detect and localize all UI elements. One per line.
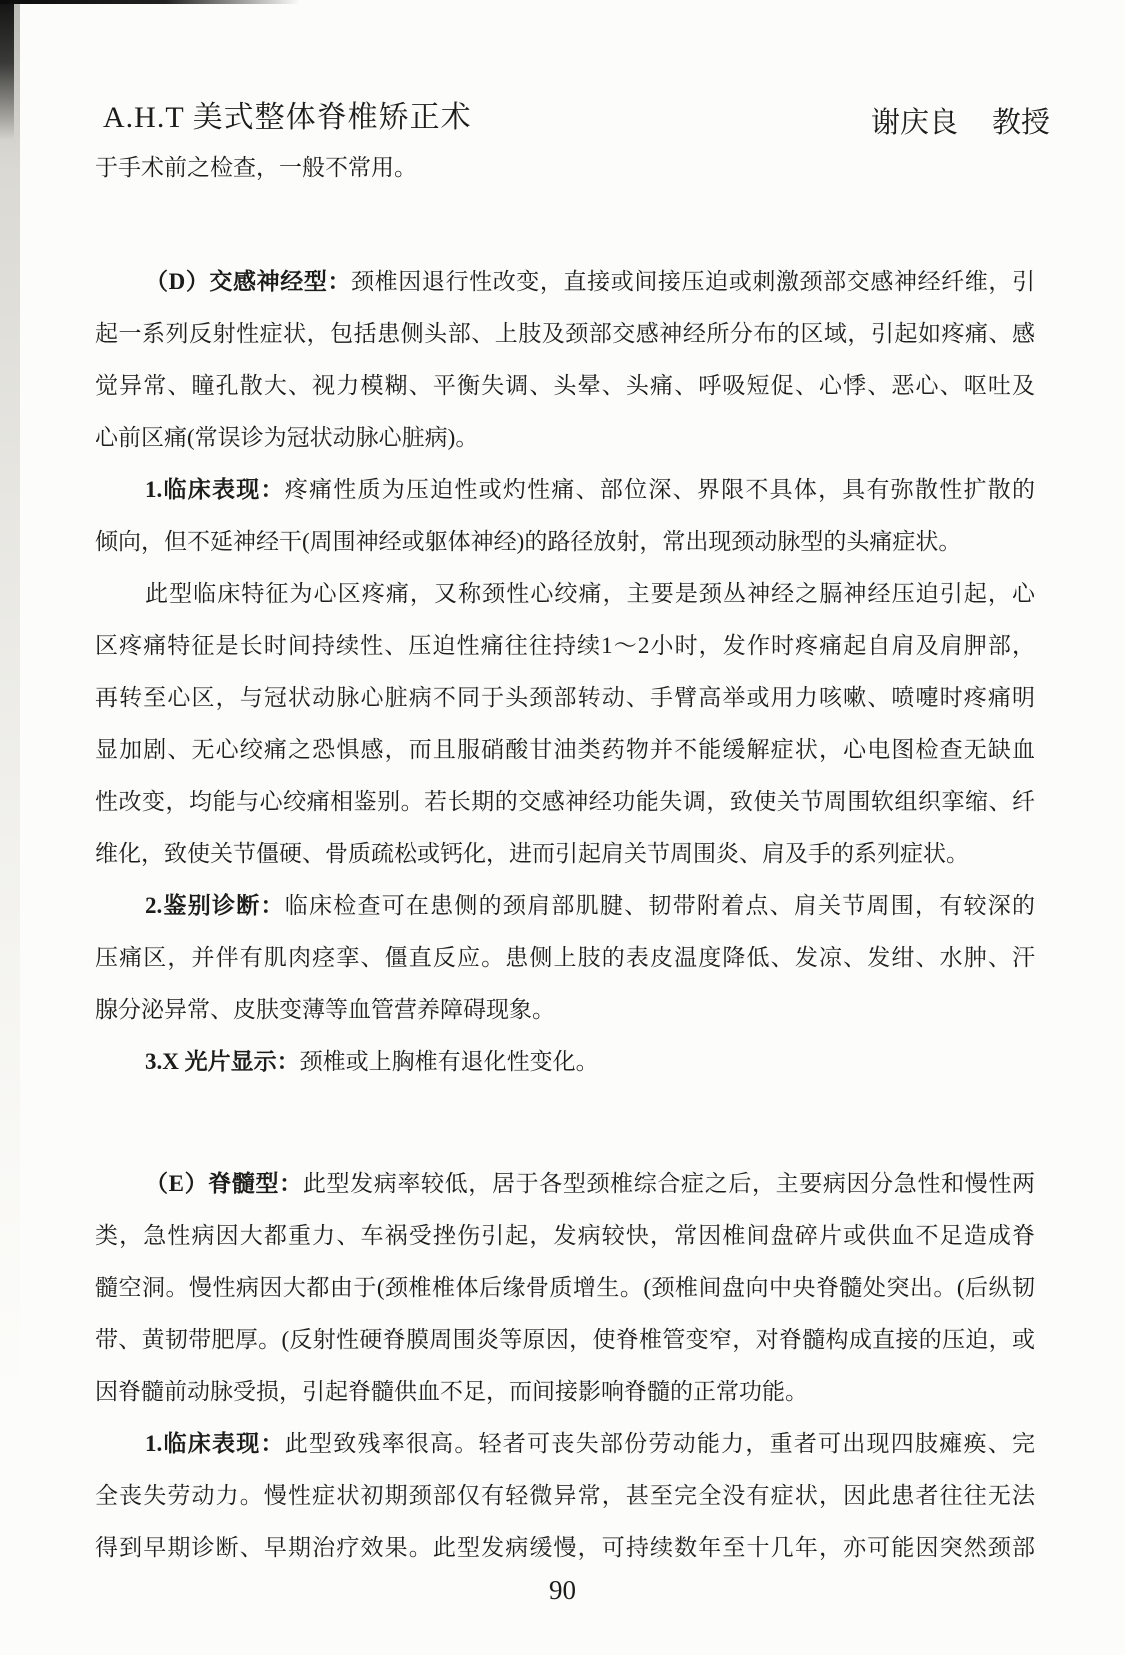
text-line bbox=[95, 984, 1035, 1036]
text-line bbox=[95, 1210, 1035, 1262]
line-text: 压痛区，并伴有肌肉痉挛、僵直反应。患侧上肢的表皮温度降低、发凉、发绀、水肿、汗 bbox=[95, 945, 1035, 970]
line-text: 于手术前之检查，一般不常用。 bbox=[95, 155, 417, 180]
line-text: 颈椎因退行性改变，直接或间接压迫或刺激颈部交感神经纤维，引 bbox=[351, 269, 1035, 294]
text-line bbox=[95, 360, 1035, 412]
line-text: 疼痛性质为压迫性或灼性痛、部位深、界限不具体，具有弥散性扩散的 bbox=[284, 477, 1036, 502]
scan-edge-top-shadow bbox=[0, 0, 300, 4]
text-line bbox=[95, 828, 1035, 880]
line-text: 临床检查可在患侧的颈肩部肌腱、韧带附着点、肩关节周围，有较深的 bbox=[284, 893, 1036, 918]
text-line bbox=[95, 1418, 1035, 1470]
text-line bbox=[95, 1158, 1035, 1210]
document-title: A.H.T 美式整体脊椎矫正术 bbox=[103, 101, 472, 134]
line-text: 显加剧、无心绞痛之恐惧感，而且服硝酸甘油类药物并不能缓解症状，心电图检查无缺血 bbox=[95, 737, 1035, 762]
text-line bbox=[95, 776, 1035, 828]
text-line bbox=[95, 568, 1035, 620]
text-line bbox=[95, 464, 1035, 516]
line-text: 腺分泌异常、皮肤变薄等血管营养障碍现象。 bbox=[95, 997, 555, 1022]
text-line bbox=[95, 1262, 1035, 1314]
text-line bbox=[95, 1036, 1035, 1088]
line-text: 倾向，但不延神经干(周围神经或躯体神经)的路径放射，常出现颈动脉型的头痛症状。 bbox=[95, 529, 962, 554]
text-line bbox=[95, 672, 1035, 724]
text-line bbox=[95, 1314, 1035, 1366]
page-number: 90 bbox=[549, 1575, 576, 1605]
line-lead-label: 3.X 光片显示： bbox=[145, 1049, 300, 1074]
text-line bbox=[95, 724, 1035, 776]
line-text: 此型致残率很高。轻者可丧失部份劳动能力，重者可出现四肢瘫痪、完 bbox=[284, 1431, 1036, 1456]
line-text: 维化，致使关节僵硬、骨质疏松或钙化，进而引起肩关节周围炎、肩及手的系列症状。 bbox=[95, 841, 969, 866]
line-text: 髓空洞。慢性病因大都由于(颈椎椎体后缘骨质增生。(颈椎间盘向中央脊髓处突出。(后纵韧 bbox=[95, 1275, 1035, 1300]
line-text: 区疼痛特征是长时间持续性、压迫性痛往往持续1～2小时，发作时疼痛起自肩及肩胛部， bbox=[95, 633, 1035, 658]
line-text: 得到早期诊断、早期治疗效果。此型发病缓慢，可持续数年至十几年，亦可能因突然颈部 bbox=[95, 1535, 1035, 1560]
text-line bbox=[95, 880, 1035, 932]
text-line bbox=[95, 308, 1035, 360]
scan-corner-shadow bbox=[0, 0, 14, 140]
line-text: 因脊髓前动脉受损，引起脊髓供血不足，而间接影响脊髓的正常功能。 bbox=[95, 1379, 808, 1404]
line-text: 心前区痛(常误诊为冠状动脉心脏病)。 bbox=[95, 425, 479, 450]
text-line bbox=[95, 1522, 1035, 1574]
scan-edge-left-shadow bbox=[0, 0, 20, 1420]
text-line bbox=[95, 932, 1035, 984]
author-name: 谢庆良 bbox=[870, 107, 958, 139]
author-line bbox=[871, 100, 1050, 141]
text-line bbox=[95, 1366, 1035, 1418]
line-text: 此型临床特征为心区疼痛，又称颈性心绞痛，主要是颈丛神经之膈神经压迫引起，心 bbox=[145, 581, 1035, 606]
text-line bbox=[95, 256, 1035, 308]
line-text: 带、黄韧带肥厚。(反射性硬脊膜周围炎等原因，使脊椎管变窄，对脊髓构成直接的压迫，或 bbox=[95, 1327, 1035, 1352]
line-text: 类，急性病因大都重力、车祸受挫伤引起，发病较快，常因椎间盘碎片或供血不足造成脊 bbox=[95, 1223, 1035, 1248]
line-text: 全丧失劳动力。慢性症状初期颈部仅有轻微异常，甚至完全没有症状，因此患者往往无法 bbox=[95, 1483, 1035, 1508]
document-body bbox=[95, 142, 1035, 1574]
text-line bbox=[95, 412, 1035, 464]
text-line bbox=[95, 516, 1035, 568]
line-lead-label: （E）脊髓型： bbox=[145, 1171, 303, 1196]
author-title: 教授 bbox=[991, 107, 1050, 139]
line-lead-label: 2.鉴别诊断： bbox=[145, 893, 285, 918]
line-text: 再转至心区，与冠状动脉心脏病不同于头颈部转动、手臂高举或用力咳嗽、喷嚏时疼痛明 bbox=[95, 685, 1035, 710]
line-text: 颈椎或上胸椎有退化性变化。 bbox=[299, 1049, 599, 1074]
text-line bbox=[95, 620, 1035, 672]
line-lead-label: （D）交感神经型： bbox=[145, 269, 352, 294]
line-lead-label: 1.临床表现： bbox=[145, 1431, 285, 1456]
line-text: 觉异常、瞳孔散大、视力模糊、平衡失调、头晕、头痛、呼吸短促、心悸、恶心、呕吐及 bbox=[95, 373, 1035, 398]
line-text: 性改变，均能与心绞痛相鉴别。若长期的交感神经功能失调，致使关节周围软组织挛缩、纤 bbox=[95, 789, 1035, 814]
line-lead-label: 1.临床表现： bbox=[145, 477, 285, 502]
text-line bbox=[95, 142, 1035, 194]
line-text: 此型发病率较低，居于各型颈椎综合症之后，主要病因分急性和慢性两 bbox=[302, 1171, 1036, 1196]
text-line bbox=[95, 1470, 1035, 1522]
line-text: 起一系列反射性症状，包括患侧头部、上肢及颈部交感神经所分布的区域，引起如疼痛、感 bbox=[95, 321, 1035, 346]
